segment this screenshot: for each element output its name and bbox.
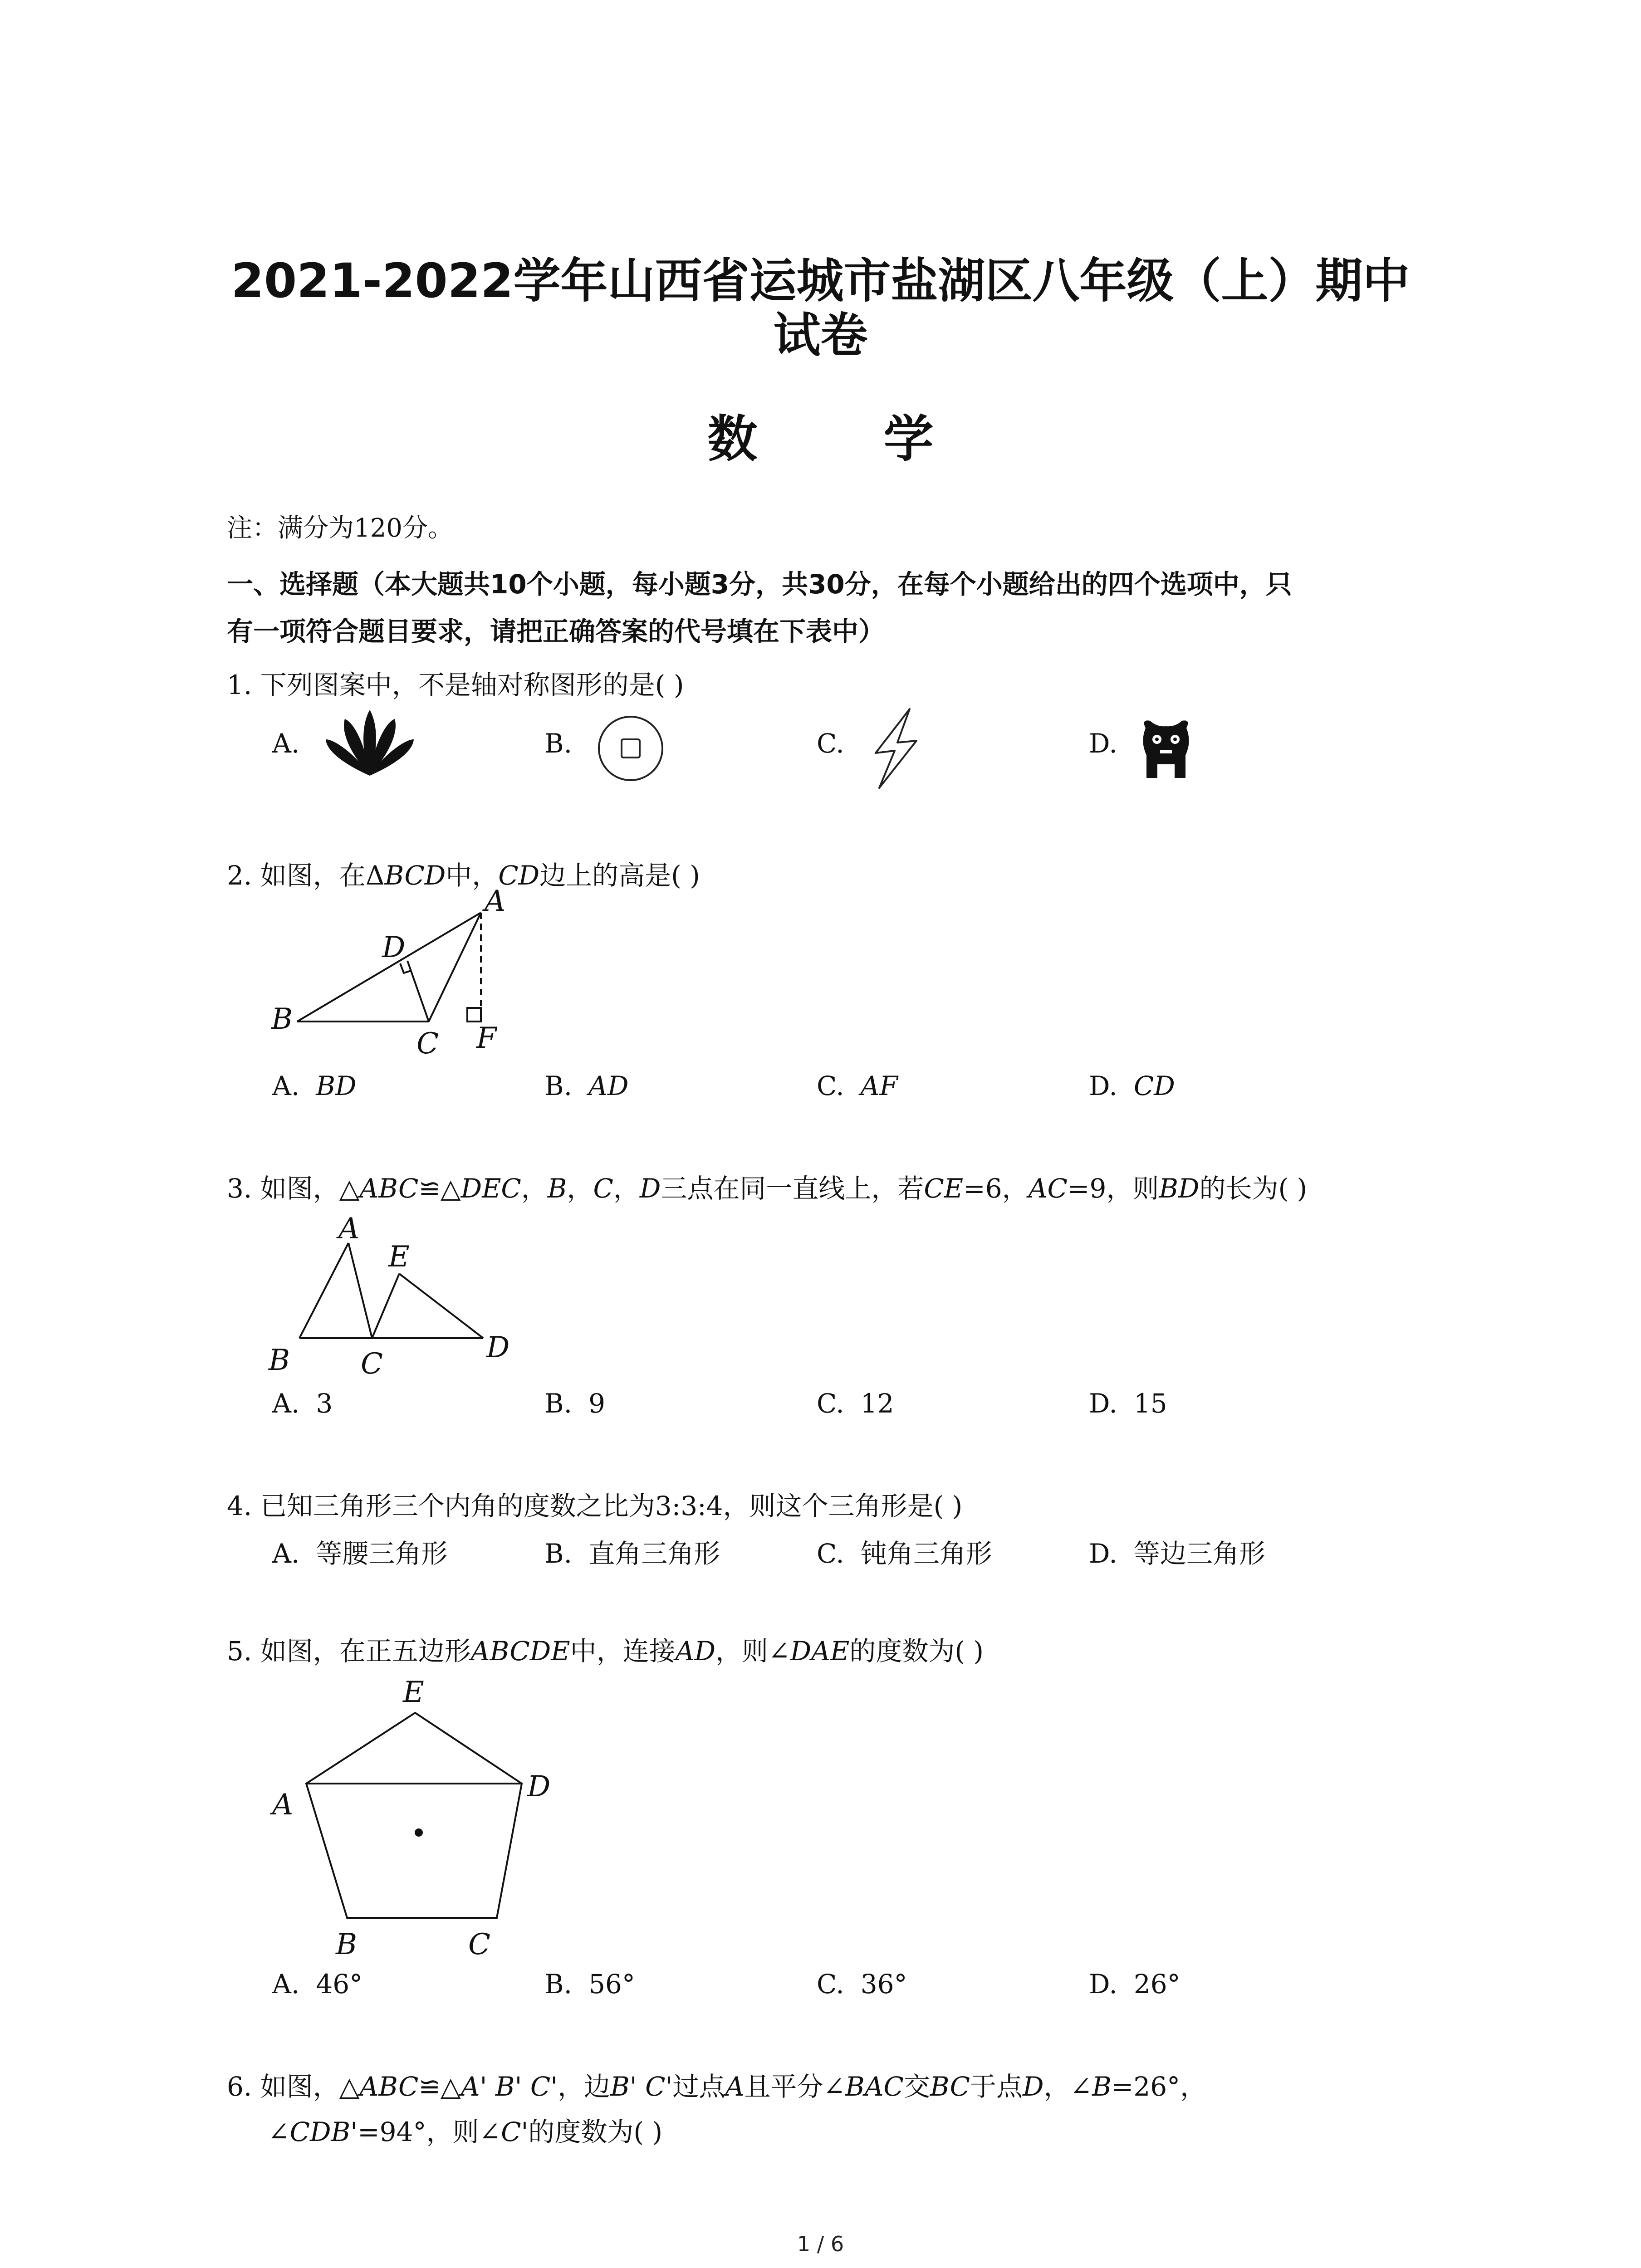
- q5-option-c[interactable]: C. 36°: [817, 1969, 907, 1999]
- q5-option-b[interactable]: B. 56°: [544, 1969, 635, 1999]
- question-4-stem: 4. 已知三角形三个内角的度数之比为3:3:4，则这个三角形是( ): [227, 1491, 963, 1521]
- question-3-figure: [254, 1202, 535, 1393]
- question-5-figure: [254, 1665, 581, 1973]
- q3-option-a[interactable]: A. 3: [272, 1388, 333, 1419]
- ancient-coin-icon: [594, 712, 667, 785]
- q3-option-d[interactable]: D. 15: [1089, 1388, 1167, 1419]
- label-d: D: [527, 1770, 551, 1804]
- question-6-stem-line2: ∠CDB'=94°，则∠C'的度数为( ): [268, 2116, 663, 2147]
- option-letter: D.: [1089, 728, 1117, 759]
- q3-option-b[interactable]: B. 9: [544, 1388, 605, 1419]
- question-5-stem: 5. 如图，在正五边形ABCDE中，连接AD，则∠DAE的度数为( ): [227, 1636, 984, 1667]
- subject-heading: 数 学: [707, 410, 988, 468]
- q4-option-a[interactable]: A. 等腰三角形: [272, 1538, 448, 1569]
- label-c: C: [416, 1027, 439, 1061]
- q3-option-c[interactable]: C. 12: [817, 1388, 894, 1419]
- q2-option-a[interactable]: A. BD: [272, 1070, 357, 1101]
- question-3-stem: 3. 如图，△ABC≌△DEC，B，C，D三点在同一直线上，若CE=6，AC=9，则BD的长为( ): [227, 1173, 1308, 1204]
- label-a: A: [272, 1788, 294, 1822]
- question-2-stem: 2. 如图，在ΔBCD中，CD边上的高是( ): [227, 860, 700, 891]
- q1-option-c[interactable]: [817, 728, 844, 759]
- q2-option-d[interactable]: D. CD: [1089, 1070, 1175, 1101]
- label-b: B: [336, 1928, 358, 1961]
- exam-title-line1: 2021-2022学年山西省运城市盐湖区八年级（上）期中: [231, 253, 1410, 308]
- label-a: A: [338, 1212, 360, 1246]
- label-e: E: [403, 1676, 424, 1709]
- page-number: 1 / 6: [797, 2232, 844, 2256]
- lightning-bolt-icon: [867, 705, 926, 792]
- label-a: A: [485, 889, 506, 918]
- label-f: F: [476, 1022, 497, 1055]
- label-c: C: [468, 1928, 490, 1961]
- section-heading-line1: 一、选择题（本大题共10个小题，每小题3分，共30分，在每个小题给出的四个选项中，只: [227, 569, 1292, 600]
- q2-option-c[interactable]: C. AF: [817, 1070, 898, 1101]
- q1-option-d[interactable]: [1089, 728, 1117, 759]
- question-1-stem: 1. 下列图案中，不是轴对称图形的是( ): [227, 670, 684, 700]
- section-heading-line2: 有一项符合题目要求，请把正确答案的代号填在下表中）: [227, 616, 885, 647]
- option-letter: B.: [544, 728, 573, 759]
- label-b: B: [269, 1344, 290, 1377]
- q4-option-d[interactable]: D. 等边三角形: [1089, 1538, 1265, 1569]
- q1-option-a[interactable]: [272, 728, 299, 759]
- huawei-petal-logo-icon: [322, 708, 417, 780]
- exam-title-line2: 试卷: [773, 308, 868, 363]
- score-note: 注：满分为120分。: [227, 513, 453, 543]
- option-letter: A.: [272, 728, 300, 759]
- q5-option-a[interactable]: A. 46°: [272, 1969, 363, 1999]
- q4-option-b[interactable]: B. 直角三角形: [544, 1538, 720, 1569]
- q5-option-d[interactable]: D. 26°: [1089, 1969, 1181, 1999]
- q1-option-b[interactable]: [544, 728, 572, 759]
- option-letter: C.: [817, 728, 844, 759]
- question-2-figure: [263, 889, 517, 1070]
- q2-option-b[interactable]: B. AD: [544, 1070, 629, 1101]
- q4-option-c[interactable]: C. 钝角三角形: [817, 1538, 992, 1569]
- label-c: C: [361, 1347, 383, 1381]
- label-e: E: [388, 1240, 410, 1274]
- bronze-mask-icon: [1136, 714, 1195, 787]
- label-d: D: [382, 931, 406, 964]
- label-d: D: [486, 1331, 510, 1364]
- label-b: B: [271, 1002, 293, 1036]
- question-6-stem-line1: 6. 如图，△ABC≌△A' B' C'，边B' C'过点A且平分∠BAC交BC于点D，∠B=26°，: [227, 2071, 1207, 2102]
